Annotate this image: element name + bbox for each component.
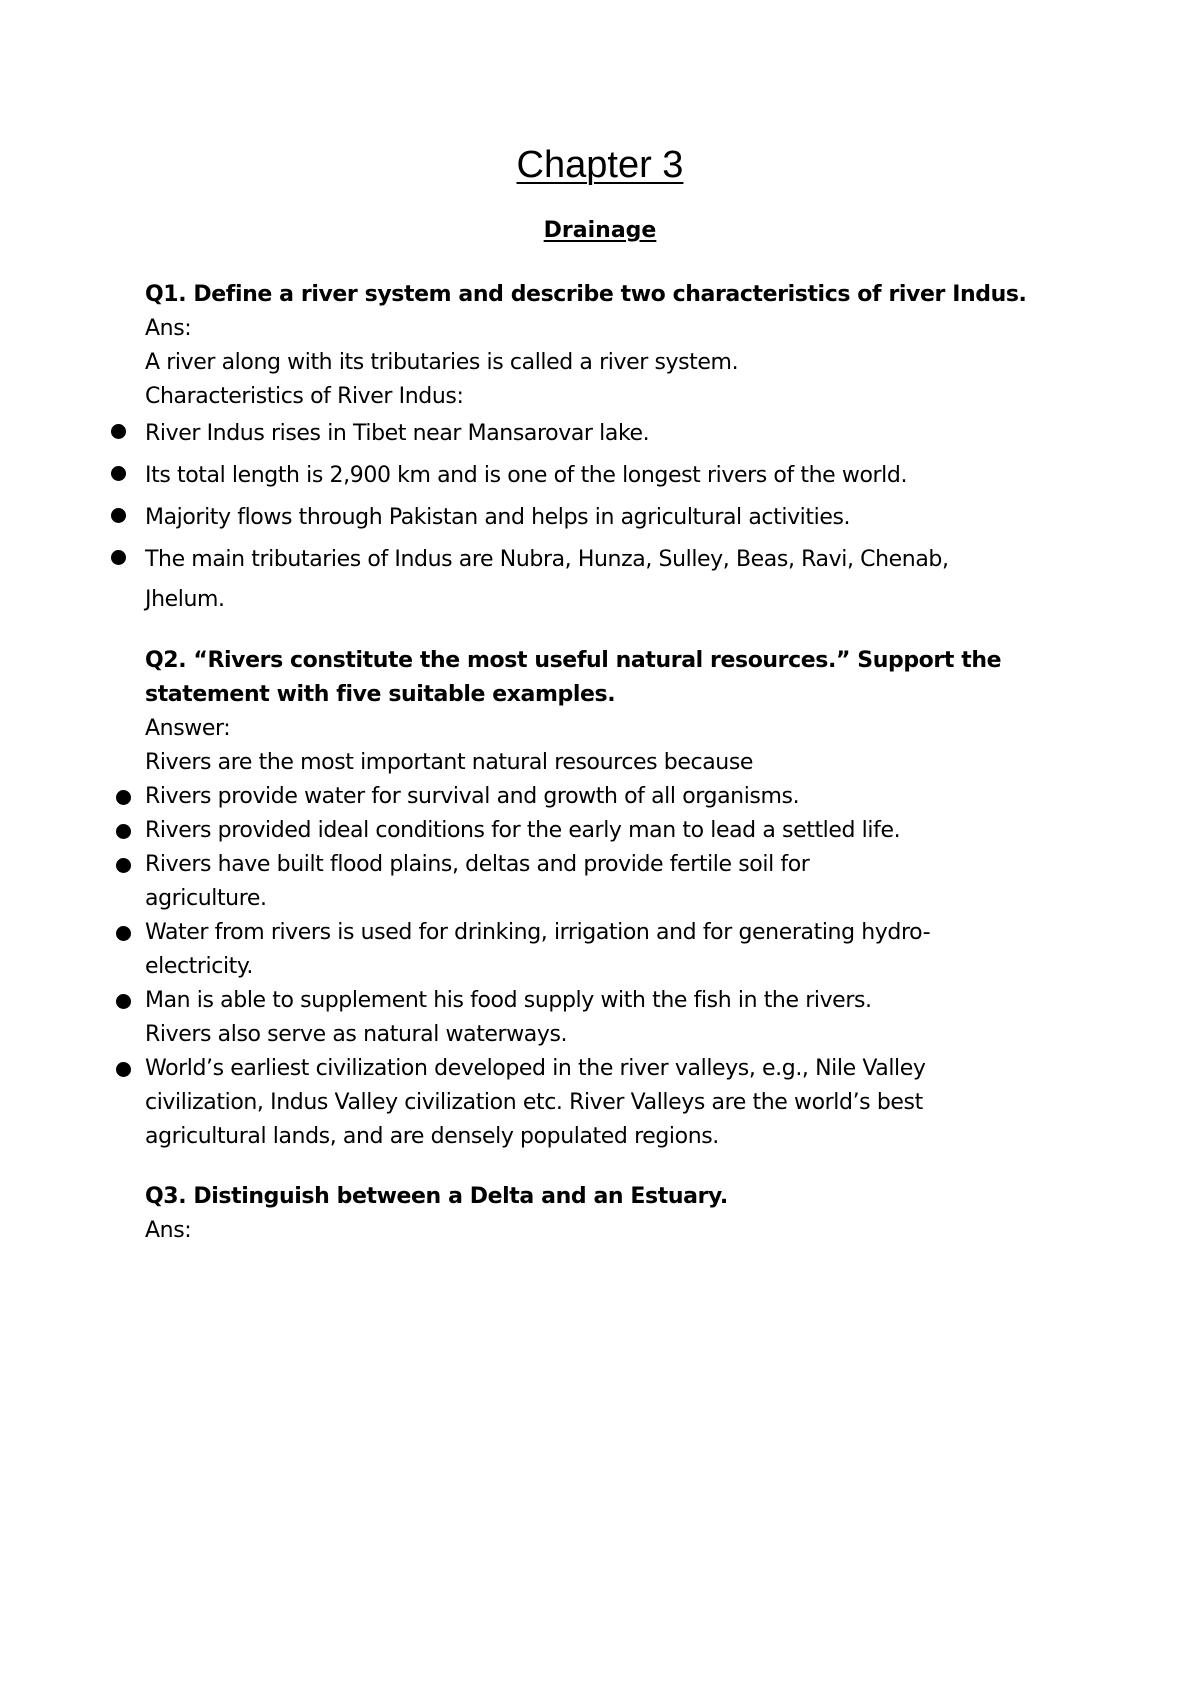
list-item — [145, 414, 1025, 454]
bullet-icon — [116, 926, 131, 941]
list-item — [145, 916, 935, 984]
answer-1-label: Ans: — [145, 316, 192, 341]
list-item-text: Its total length is 2,900 km and is one of the longest rivers of the world. — [145, 463, 908, 488]
document-body — [145, 278, 1065, 1248]
answer-1-bullet-list — [145, 414, 1025, 620]
bullet-icon — [116, 994, 131, 1009]
question-3-text: Q3. Distinguish between a Delta and an Estuary. — [145, 1184, 728, 1209]
bullet-icon — [116, 858, 131, 873]
bullet-icon — [111, 550, 126, 565]
list-item-text: The main tributaries of Indus are Nubra, Hunza, Sulley, Beas, Ravi, Chenab, Jhelum. — [145, 547, 949, 612]
answer-2-bullet-list — [145, 780, 935, 1154]
list-item-text: River Indus rises in Tibet near Mansarovar lake. — [145, 421, 650, 446]
list-item — [145, 498, 1025, 538]
bullet-icon — [116, 1062, 131, 1077]
list-item — [145, 814, 935, 848]
bullet-icon — [111, 508, 126, 523]
list-item-text: World’s earliest civilization developed in the river valleys, e.g., Nile Valley civilization, Indus Valley civilization etc. River Valleys are the world’s best agricultural lands, and are densely populated regions. — [145, 1056, 926, 1149]
question-2-text: Q2. “Rivers constitute the most useful natural resources.” Support the statement with five suitable examples. — [145, 648, 1002, 707]
bullet-icon — [116, 824, 131, 839]
list-item-text: Water from rivers is used for drinking, irrigation and for generating hydro- electricity. — [145, 920, 931, 979]
bullet-icon — [116, 790, 131, 805]
bullet-icon — [111, 424, 126, 439]
list-item-text: Rivers provide water for survival and growth of all organisms. — [145, 784, 800, 809]
answer-2-label: Answer: — [145, 716, 231, 741]
list-item-text: Rivers have built flood plains, deltas and provide fertile soil for agriculture. — [145, 852, 810, 911]
list-item — [145, 540, 1025, 620]
list-item-text: Majority flows through Pakistan and helps in agricultural activities. — [145, 505, 851, 530]
question-1-text: Q1. Define a river system and describe two characteristics of river Indus. — [145, 282, 1027, 307]
chapter-subtitle: Drainage — [543, 218, 657, 243]
list-item — [145, 1052, 935, 1154]
question-3 — [145, 1180, 1065, 1248]
list-item — [145, 984, 935, 1052]
answer-1-intro: Characteristics of River Indus: — [145, 384, 464, 409]
list-item-text: Rivers provided ideal conditions for the early man to lead a settled life. — [145, 818, 901, 843]
answer-1-definition: A river along with its tributaries is called a river system. — [145, 350, 739, 375]
question-1 — [145, 278, 1065, 620]
list-item — [145, 456, 1025, 496]
answer-3-label: Ans: — [145, 1218, 192, 1243]
list-item-text: Man is able to supplement his food supply with the fish in the rivers. Rivers also serve as natural waterways. — [145, 988, 872, 1047]
bullet-icon — [111, 466, 126, 481]
answer-2-intro: Rivers are the most important natural resources because — [145, 750, 754, 775]
chapter-title: Chapter 3 — [516, 144, 684, 186]
list-item — [145, 780, 935, 814]
question-2 — [145, 644, 1065, 1154]
list-item — [145, 848, 935, 916]
